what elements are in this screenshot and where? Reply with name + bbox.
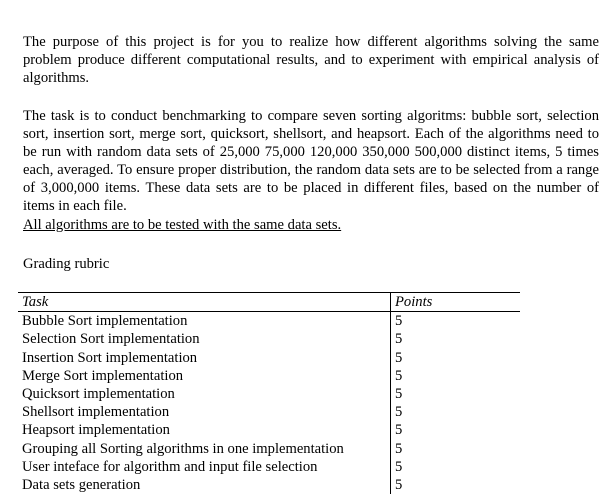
points-cell: 5 [391, 458, 521, 476]
points-cell: 5 [391, 312, 521, 331]
task-cell: User inteface for algorithm and input file selection [22, 458, 318, 475]
table-header-row [18, 293, 520, 312]
table-row [18, 458, 520, 476]
points-cell: 5 [391, 349, 521, 367]
points-cell: 5 [391, 440, 521, 458]
task-description: The task is to conduct benchmarking to compare seven sorting algoritms: bubble sort, selection sort, insertion sort, merge sort, quicksort, shellsort, and heapsort. Each of the algorithms need to be run with random data sets of 25,000 75,000 120,000 350,000 500,000 distinct items, 5 times each, averaged. To ensure proper distribution, the random data sets are to be selected from a range of 3,000,000 items. These data sets are to be placed in different files, based on the number of items in each file. [23, 108, 599, 215]
task-paragraph [23, 107, 599, 234]
table-row [18, 476, 520, 494]
table-row [18, 312, 520, 331]
table-row [18, 440, 520, 458]
task-cell: Bubble Sort implementation [22, 313, 188, 330]
points-cell: 5 [391, 385, 521, 403]
intro-paragraph: The purpose of this project is for you to realize how different algorithms solving the same problem produce different computational results, and to experiment with empirical analysis of algorithms. [23, 34, 599, 87]
points-cell: 5 [391, 330, 521, 348]
points-cell: 5 [391, 367, 521, 385]
column-header-task: Task [18, 293, 391, 312]
task-cell: Merge Sort implementation [22, 367, 184, 384]
table-row [18, 330, 520, 348]
task-cell: Selection Sort implementation [22, 331, 200, 348]
table-row [18, 403, 520, 421]
task-cell: Data sets generation [22, 476, 141, 493]
table-row [18, 421, 520, 439]
points-cell: 5 [391, 403, 521, 421]
table-row [18, 349, 520, 367]
task-cell: Grouping all Sorting algorithms in one implementation [22, 440, 344, 457]
task-cell: Heapsort implementation [22, 422, 170, 439]
grading-rubric-table [18, 292, 520, 494]
task-cell: Quicksort implementation [22, 385, 175, 402]
table-row [18, 385, 520, 403]
task-cell: Shellsort implementation [22, 404, 170, 421]
column-header-points: Points [391, 293, 521, 312]
task-cell: Insertion Sort implementation [22, 349, 198, 366]
table-row [18, 367, 520, 385]
points-cell: 5 [391, 476, 521, 494]
points-cell: 5 [391, 421, 521, 439]
same-data-sets-note: All algorithms are to be tested with the same data sets. [23, 216, 342, 233]
grading-rubric-heading: Grading rubric [23, 256, 110, 272]
